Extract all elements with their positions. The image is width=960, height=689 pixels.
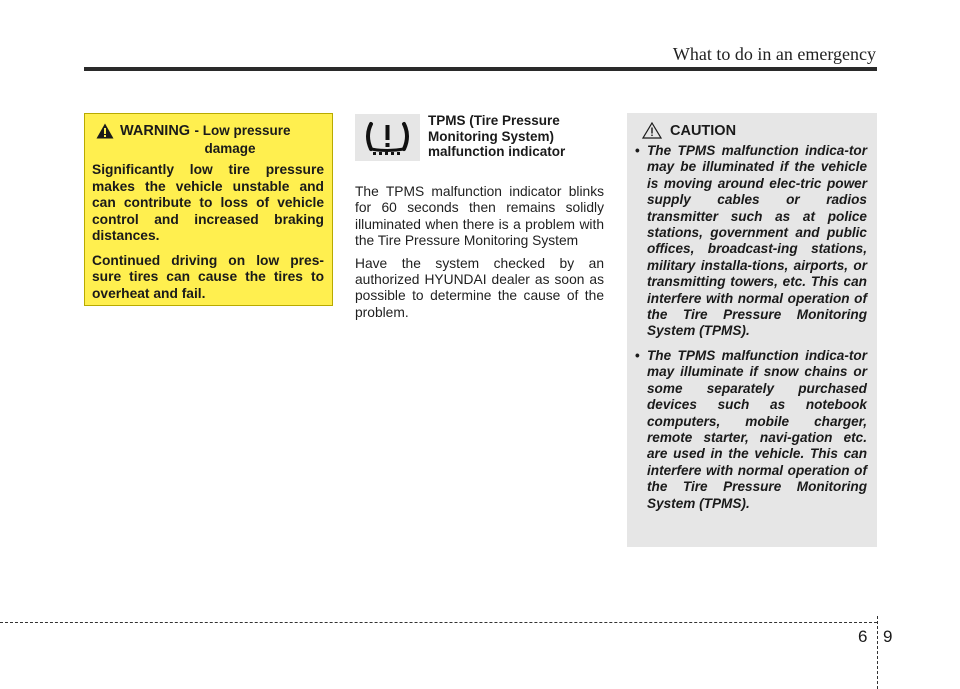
caution-triangle-icon [642, 122, 662, 139]
warning-header [92, 122, 324, 140]
caution-box [627, 113, 877, 547]
section-title: What to do in an emergency [672, 44, 876, 64]
footer-rule [0, 622, 877, 623]
warning-subtitle: - Low pressure [194, 123, 291, 138]
tpms-paragraph: The TPMS malfunction indicator blinks for 60 seconds then remains solidly illuminated when there is a problem with the Tire Pressure Monitoring System [355, 184, 604, 249]
warning-triangle-icon [96, 123, 114, 139]
warning-paragraph: Continued driving on low pres-sure tires can cause the tires to overheat and fail. [92, 252, 324, 301]
caution-list [635, 143, 867, 512]
tpms-paragraph: Have the system checked by an authorized HYUNDAI dealer as soon as possible to determine the cause of the problem. [355, 255, 604, 320]
caution-title: CAUTION [670, 122, 737, 139]
page-number: 9 [883, 627, 893, 646]
bullet-icon: • [635, 347, 640, 363]
tpms-description [355, 184, 604, 321]
tpms-indicator-title: TPMS (Tire Pressure Monitoring System) malfunction indicator [428, 113, 566, 159]
warning-box [84, 113, 333, 306]
tpms-malfunction-icon [355, 114, 420, 161]
caution-item [635, 143, 867, 340]
warning-paragraph: Significantly low tire pressure makes the vehicle unstable and can contribute to loss of vehicle control and increased braking distances. [92, 162, 324, 243]
caution-text: The TPMS malfunction indica-tor may illuminate if snow chains or some separately purchased devices such as notebook computers, mobile charger, remote starter, navi-gation etc. are used in the vehicle. This can interfere with normal operation of the Tire Pressure Monitoring System (TPMS). [647, 347, 867, 511]
caution-header [635, 122, 867, 139]
warning-title: WARNING [120, 123, 191, 139]
chapter-number: 6 [858, 627, 868, 646]
tpms-icon-box [355, 114, 420, 161]
caution-text: The TPMS malfunction indica-tor may be illuminated if the vehicle is moving around elec-tric power supply cables or radios transmitter such as at police stations, government and public offices, broadcast-ing stations, military installa-tions, airports, or transmitting towers, etc. This can interfere with normal operation of the Tire Pressure Monitoring System (TPMS). [647, 143, 867, 339]
header-rule [84, 67, 877, 71]
page-number-separator [877, 616, 878, 689]
warning-subtitle-cont: damage [204, 141, 256, 156]
caution-item [635, 348, 867, 512]
bullet-icon: • [635, 143, 640, 158]
